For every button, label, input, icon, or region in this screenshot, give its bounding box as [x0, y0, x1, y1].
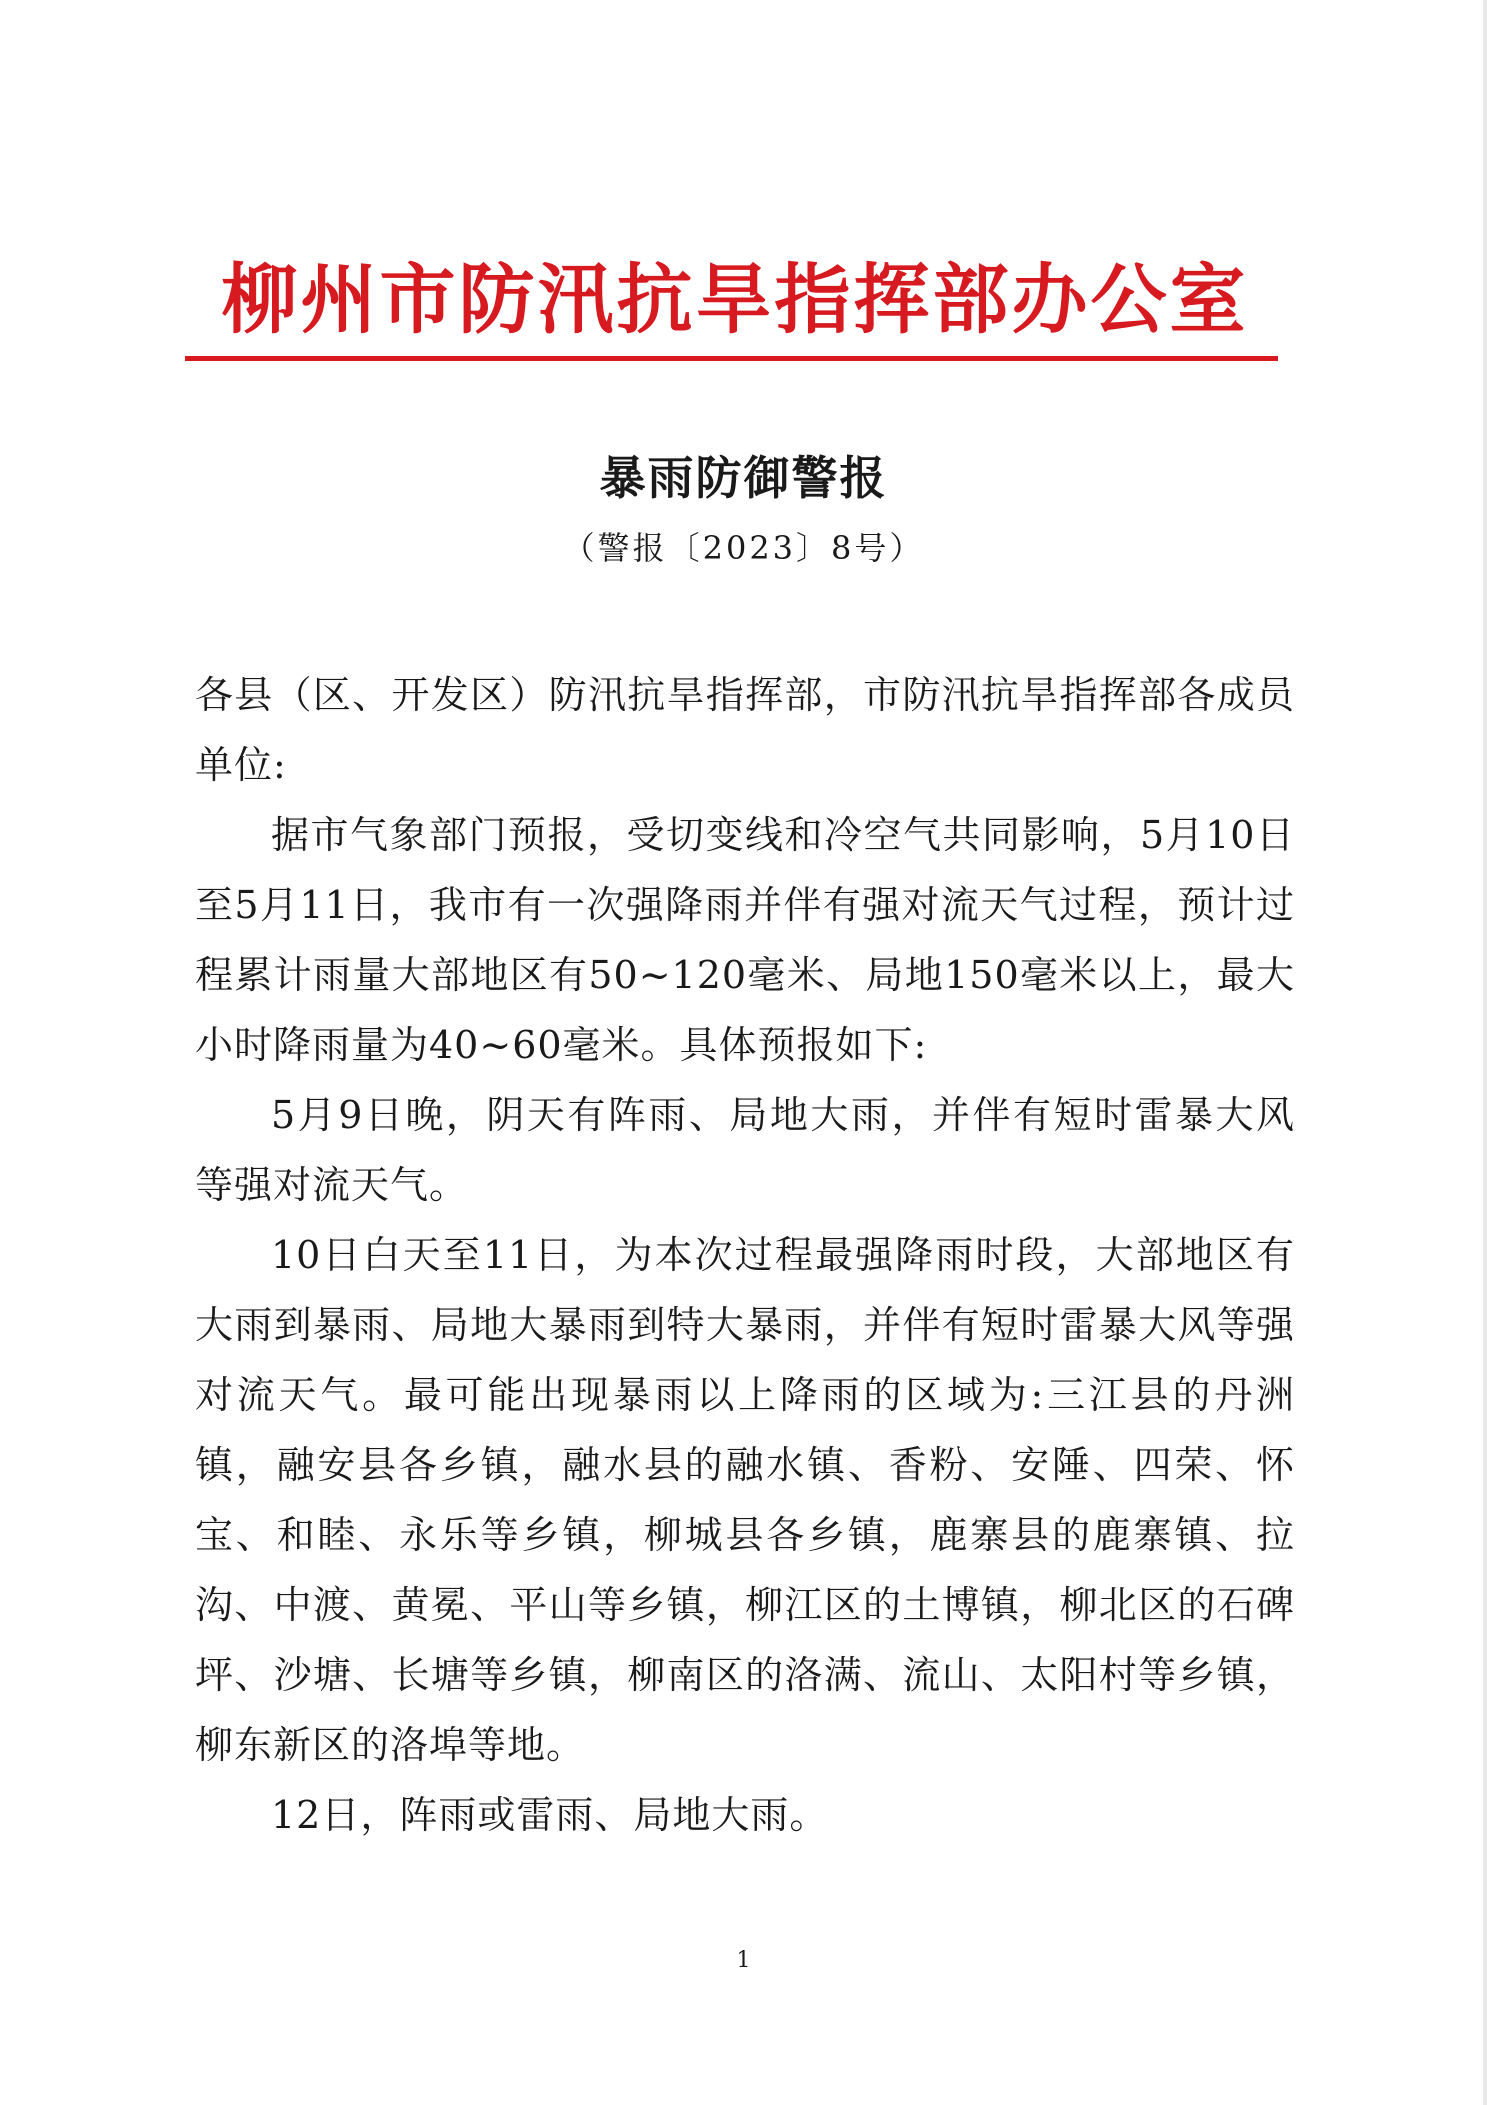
page-edge — [1483, 0, 1487, 2105]
paragraph-may-12: 12日，阵雨或雷雨、局地大雨。 — [271, 1793, 829, 1837]
paragraph-may-10-11: 10日白天至11日，为本次过程最强降雨时段，大部地区有大雨到暴雨、局地大暴雨到特大暴雨，并伴有短时雷暴大风等强对流天气。最可能出现暴雨以上降雨的区域为:三江县的丹洲镇，融安县各乡镇，融水县的融水镇、香粉、安陲、四荣、怀宝、和睦、永乐等乡镇，柳城县各乡镇，鹿寨县的鹿寨镇、拉沟、中渡、黄冕、平山等乡镇，柳江区的土博镇，柳北区的石碑坪、沙塘、长塘等乡镇，柳南区的洛满、流山、太阳村等乡镇，柳东新区的洛埠等地。 — [195, 1233, 1295, 1767]
paragraph-may-9: 5月9日晚，阴天有阵雨、局地大雨，并伴有短时雷暴大风等强对流天气。 — [195, 1093, 1295, 1207]
addressee: 各县（区、开发区）防汛抗旱指挥部，市防汛抗旱指挥部各成员单位: — [195, 673, 1295, 787]
document-title: 暴雨防御警报 — [599, 451, 888, 505]
header-red-rule — [185, 356, 1278, 361]
document-body — [195, 660, 1295, 1850]
page-number: 1 — [736, 1948, 751, 1973]
organization-header: 柳州市防汛抗旱指挥部办公室 — [221, 255, 1249, 344]
document-number: （警报〔2023〕8号） — [562, 529, 925, 567]
paragraph-forecast-summary: 据市气象部门预报，受切变线和冷空气共同影响，5月10日至5月11日，我市有一次强降雨并伴有强对流天气过程，预计过程累计雨量大部地区有50~120毫米、局地150毫米以上，最大小时降雨量为40~60毫米。具体预报如下: — [195, 813, 1295, 1067]
